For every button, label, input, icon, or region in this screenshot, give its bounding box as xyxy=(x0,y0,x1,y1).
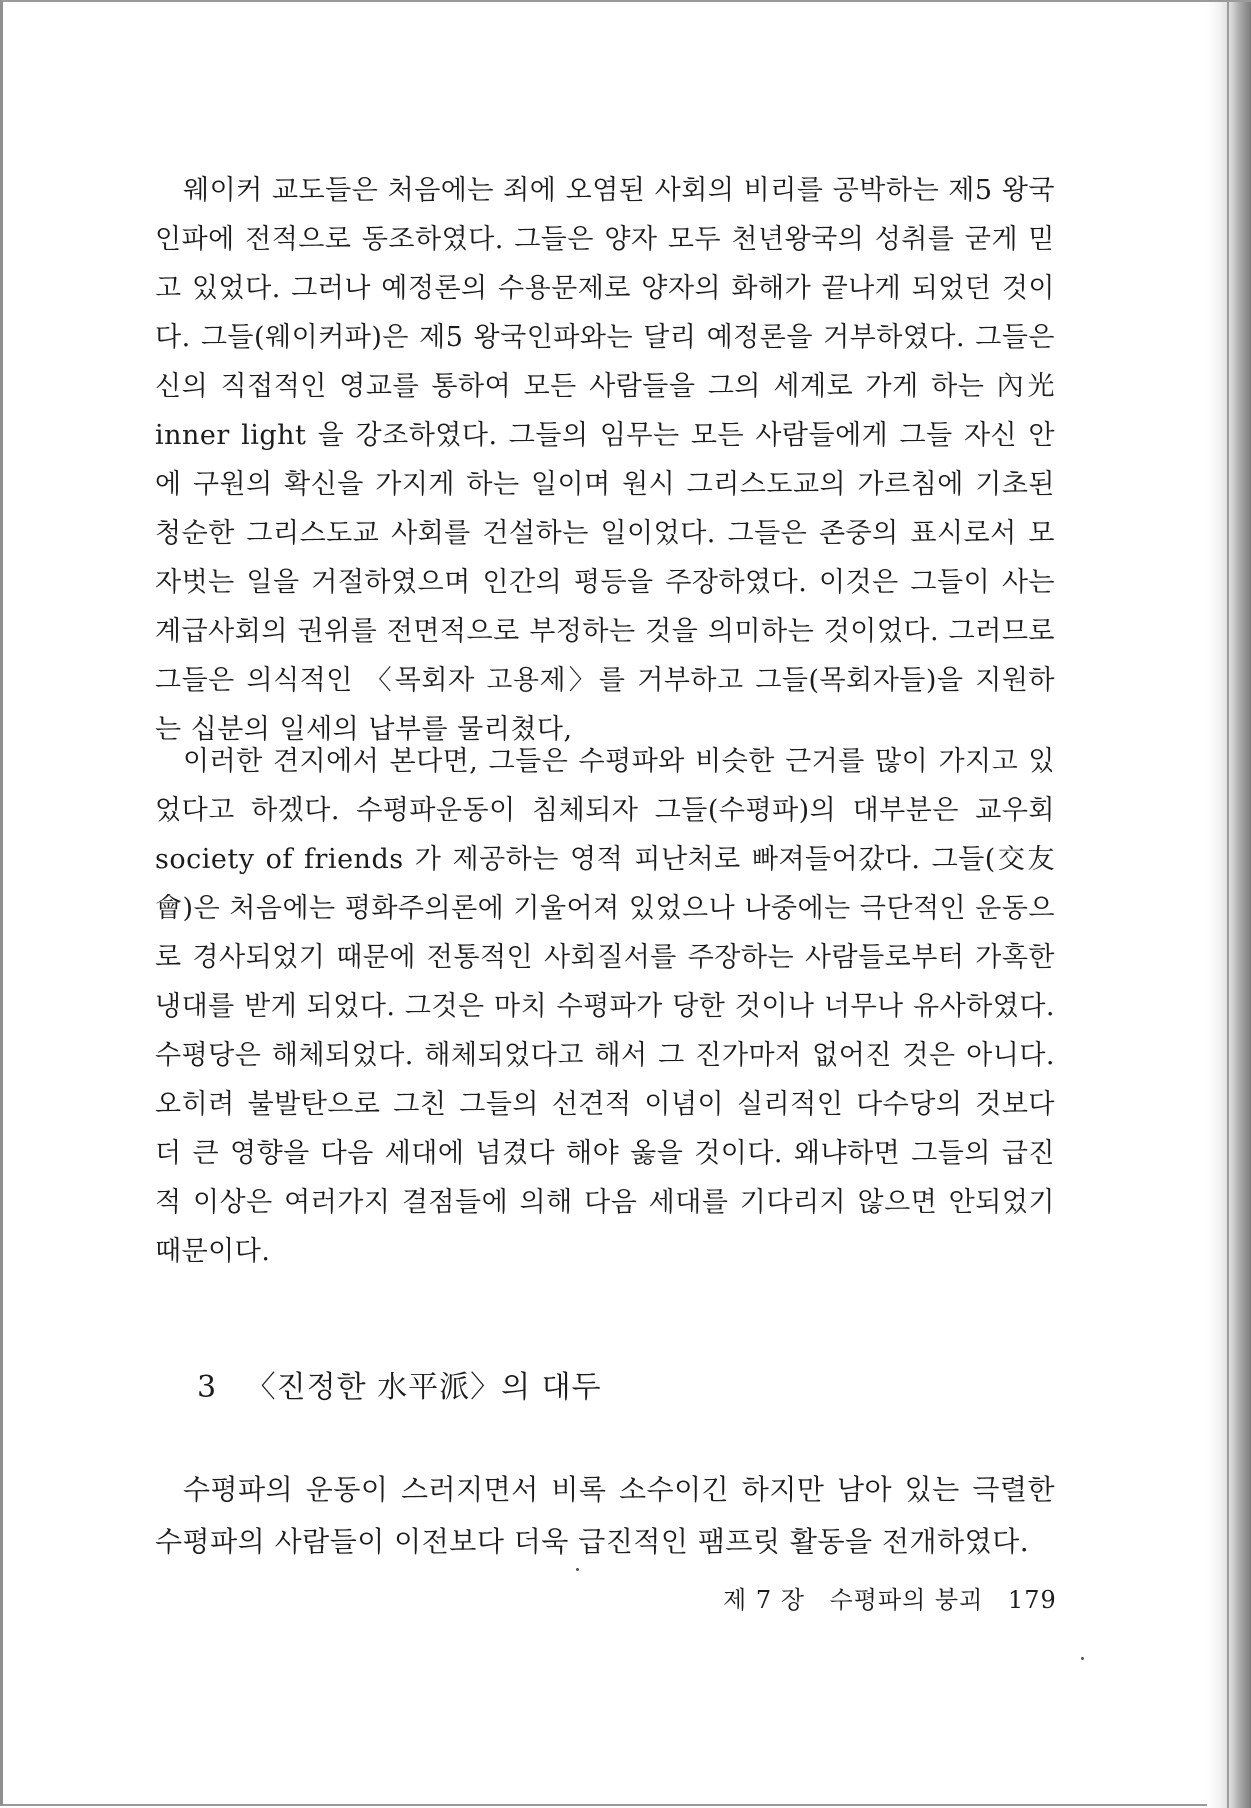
page-edge-line xyxy=(1227,2,1229,1808)
section-heading xyxy=(197,1362,602,1406)
paragraph-true-levellers: 수평파의 운동이 스러지면서 비록 소수이긴 하지만 남아 있는 극렬한 수평파의 사람들이 이전보다 더욱 급진적인 팸프릿 활동을 전개하였다. xyxy=(155,1473,1055,1558)
footer-chapter-title: 수평파의 붕괴 xyxy=(829,1586,984,1614)
scan-speck xyxy=(1081,1657,1084,1660)
section-title: 〈진정한 水平派〉의 대두 xyxy=(245,1370,602,1405)
paragraph-quakers: 웨이커 교도들은 처음에는 죄에 오염된 사회의 비리를 공박하는 제5 왕국인파에 전적으로 동조하였다. 그들은 양자 모두 천년왕국의 성취를 굳게 믿고 있었다. 그러나 예정론의 수용문제로 양자의 화해가 끝나게 되었던 것이다. 그들(웨이커파)은 제5 왕국인파와는 달리 예정론을 거부하였다. 그들은 신의 직접적인 영교를 통하여 모든 사람들을 그의 세계로 가게 하는 內光 inner light 을 강조하였다. 그들의 임무는 모든 사람들에게 그들 자신 안에 구원의 확신을 가지게 하는 일이며 원시 그리스도교의 가르침에 기초된 청순한 그리스도교 사회를 건설하는 일이었다. 그들은 존중의 표시로서 모자벗는 일을 거절하였으며 인간의 평등을 주장하였다. 이것은 그들이 사는 계급사회의 권위를 전면적으로 부정하는 것을 의미하는 것이었다. 그러므로 그들은 의식적인 〈목회자 고용제〉를 거부하고 그들(목회자들)을 지원하는 십분의 일세의 납부를 물리쳤다, xyxy=(155,175,1055,745)
paragraph-levellers-society-of-friends: 이러한 견지에서 본다면, 그들은 수평파와 비슷한 근거를 많이 가지고 있었다고 하겠다. 수평파운동이 침체되자 그들(수평파)의 대부분은 교우회 society of friends 가 제공하는 영적 피난처로 빠져들어갔다. 그들(交友會)은 처음에는 평화주의론에 기울어져 있었으나 나중에는 극단적인 운동으로 경사되었기 때문에 전통적인 사회질서를 주장하는 사람들로부터 가혹한 냉대를 받게 되었다. 그것은 마치 수평파가 당한 것이나 너무나 유사하였다. 수평당은 해체되었다. 해체되었다고 해서 그 진가마저 없어진 것은 아니다. 오히려 불발탄으로 그친 그들의 선견적 이념이 실리적인 다수당의 것보다 더 큰 영향을 다음 세대에 넘겼다 해야 옳을 것이다. 왜냐하면 그들의 급진적 이상은 여러가지 결점들에 의해 다음 세대를 기다리지 않으면 안되었기 때문이다. xyxy=(155,746,1055,1267)
section-number: 3 xyxy=(197,1370,218,1405)
footer-chapter: 제 7 장 xyxy=(723,1586,805,1614)
page-spine-shadow xyxy=(1207,2,1251,1808)
page-footer xyxy=(723,1580,1073,1615)
page-number: 179 xyxy=(1007,1586,1057,1614)
scan-speck xyxy=(576,1568,579,1571)
